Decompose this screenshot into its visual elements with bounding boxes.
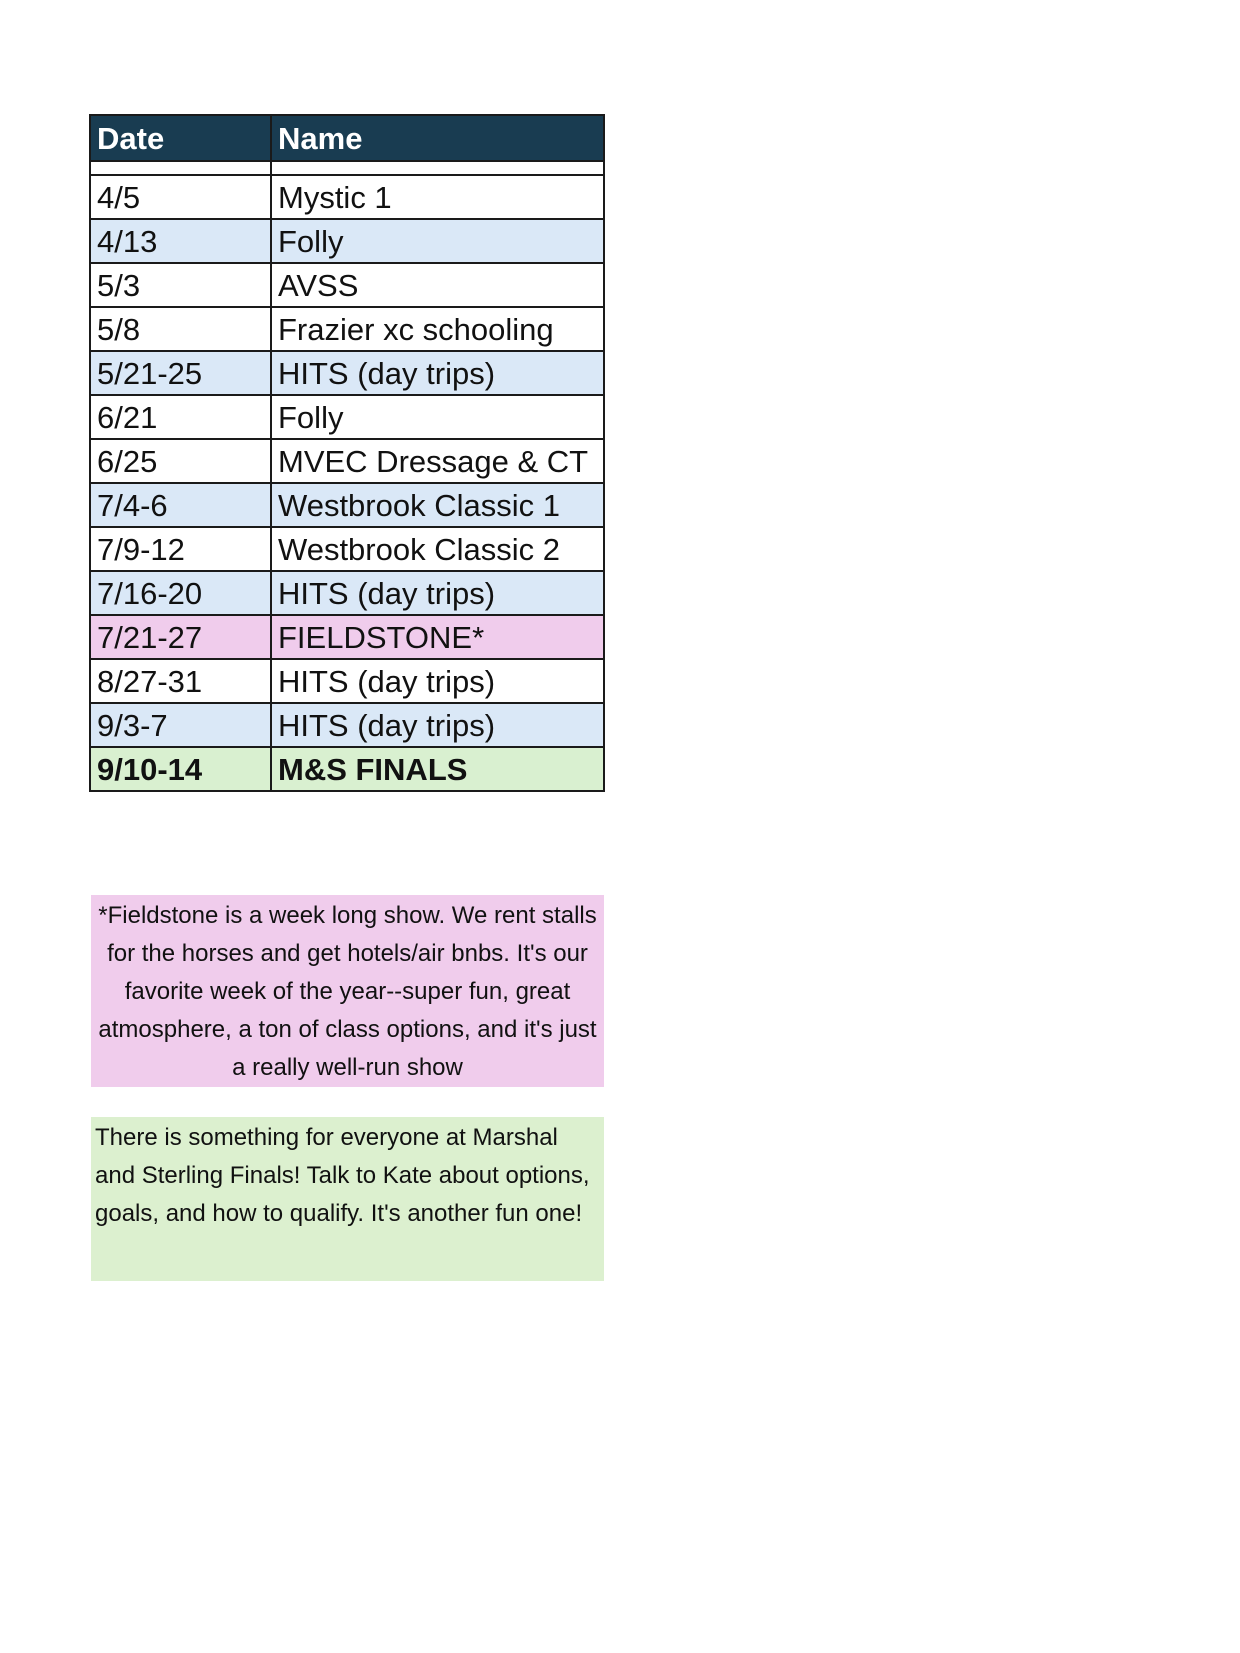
- date-cell: 7/9-12: [90, 527, 271, 571]
- table-row: [90, 219, 604, 263]
- table-row: [90, 527, 604, 571]
- name-cell: Folly: [271, 219, 604, 263]
- table-row: [90, 263, 604, 307]
- date-cell: 5/8: [90, 307, 271, 351]
- name-cell: Frazier xc schooling: [271, 307, 604, 351]
- fieldstone-note: *Fieldstone is a week long show. We rent stalls for the horses and get hotels/air bnbs. It's our favorite week of the year--super fun, great atmosphere, a ton of class options, and it's just a really well-run show: [91, 895, 604, 1087]
- date-column-header: Date: [90, 115, 271, 161]
- date-cell: 7/16-20: [90, 571, 271, 615]
- table-row: [90, 747, 604, 791]
- date-cell: 9/3-7: [90, 703, 271, 747]
- date-cell: 4/13: [90, 219, 271, 263]
- name-cell: FIELDSTONE*: [271, 615, 604, 659]
- name-cell: MVEC Dressage & CT: [271, 439, 604, 483]
- finals-note: There is something for everyone at Marshal and Sterling Finals! Talk to Kate about options, goals, and how to qualify. It's another fun one!: [91, 1117, 604, 1281]
- name-column-header: Name: [271, 115, 604, 161]
- name-cell: HITS (day trips): [271, 703, 604, 747]
- table-header-row: [90, 115, 604, 161]
- name-cell: M&S FINALS: [271, 747, 604, 791]
- name-cell: Mystic 1: [271, 175, 604, 219]
- name-cell: Westbrook Classic 1: [271, 483, 604, 527]
- date-cell: 6/25: [90, 439, 271, 483]
- name-cell: HITS (day trips): [271, 659, 604, 703]
- table-row: [90, 571, 604, 615]
- table-row: [90, 175, 604, 219]
- date-cell: 7/4-6: [90, 483, 271, 527]
- table-row: [90, 483, 604, 527]
- table-row: [90, 703, 604, 747]
- table-row: [90, 395, 604, 439]
- date-cell: 5/21-25: [90, 351, 271, 395]
- name-cell: Westbrook Classic 2: [271, 527, 604, 571]
- date-cell: 5/3: [90, 263, 271, 307]
- table-row: [90, 351, 604, 395]
- table-row: [90, 307, 604, 351]
- date-cell: 4/5: [90, 175, 271, 219]
- date-cell: 6/21: [90, 395, 271, 439]
- date-cell: 9/10-14: [90, 747, 271, 791]
- spacer-cell: [90, 161, 271, 175]
- spacer-cell: [271, 161, 604, 175]
- table-row: [90, 439, 604, 483]
- show-schedule-table: [89, 114, 605, 792]
- name-cell: HITS (day trips): [271, 351, 604, 395]
- table-row: [90, 659, 604, 703]
- name-cell: Folly: [271, 395, 604, 439]
- name-cell: HITS (day trips): [271, 571, 604, 615]
- table-row: [90, 615, 604, 659]
- header-spacer-row: [90, 161, 604, 175]
- date-cell: 7/21-27: [90, 615, 271, 659]
- date-cell: 8/27-31: [90, 659, 271, 703]
- name-cell: AVSS: [271, 263, 604, 307]
